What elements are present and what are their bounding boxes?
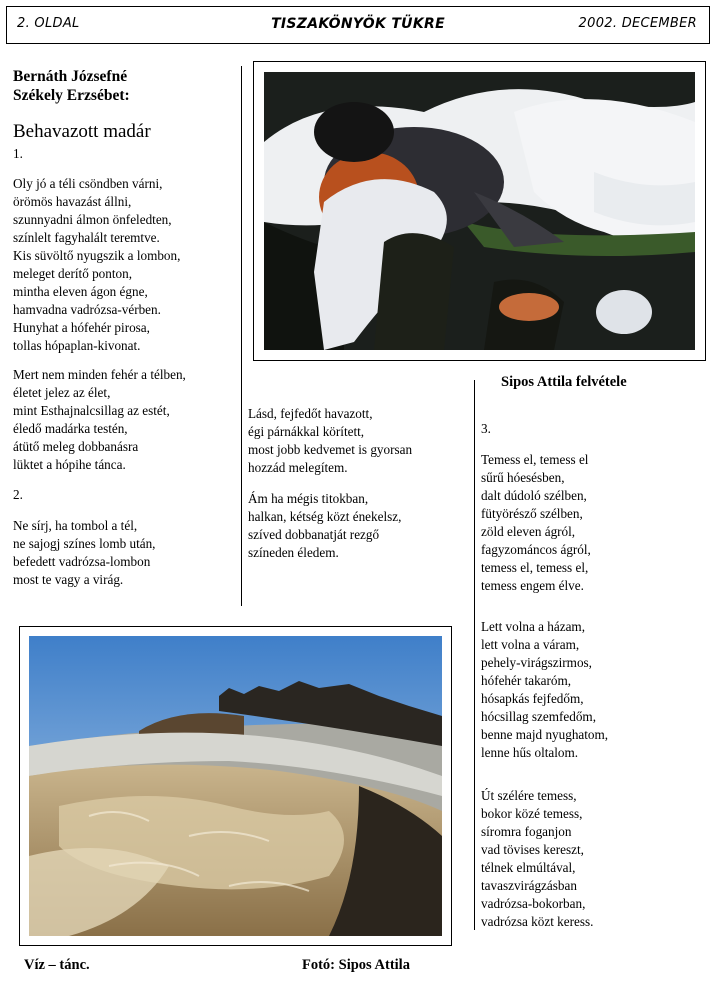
page-header [6, 6, 710, 44]
bird-photo-frame [253, 61, 706, 361]
publication-title: TISZAKÖNYÖK TÜKRE [271, 16, 445, 32]
poem-line: fagyzománcos ágról, [481, 542, 591, 557]
part-number-3: 3. [481, 421, 491, 436]
poem-line: Lásd, fejfedőt havazott, [248, 406, 373, 421]
poem-line: örömös havazást állni, [13, 194, 132, 209]
poem-line: dalt dúdoló szélben, [481, 488, 587, 503]
poem-line: hósapkás fejfedőm, [481, 691, 584, 706]
poem-line: hófehér takaróm, [481, 673, 572, 688]
flood-water-photo [29, 636, 442, 936]
poem-line: égi párnákkal körített, [248, 424, 365, 439]
poem-line: benne majd nyughatom, [481, 727, 609, 742]
poem-line: Oly jó a téli csöndben várni, [13, 176, 163, 191]
stanza-6 [481, 451, 591, 595]
stanza-3 [13, 517, 155, 589]
poem-line: életet jelez az élet, [13, 385, 111, 400]
poem-line: télnek elmúltával, [481, 860, 576, 875]
snow-covered-bird-photo [264, 72, 695, 350]
poem-line: pehely-virágszirmos, [481, 655, 592, 670]
poem-line: színlelt fagyhalált teremtve. [13, 230, 160, 245]
poem-line: most te vagy a virág. [13, 572, 124, 587]
poem-line: átütő meleg dobbanásra [13, 439, 139, 454]
part-number-1: 1. [13, 146, 23, 161]
poem-title: Behavazott madár [13, 121, 151, 142]
stanza-5 [248, 490, 401, 562]
stanza-4 [248, 405, 412, 477]
part-number-2: 2. [13, 487, 23, 502]
poem-line: Kis süvöltő nyugszik a lombon, [13, 248, 181, 263]
poem-line: Út szélére temess, [481, 788, 577, 803]
poem-line: Ám ha mégis titokban, [248, 491, 369, 506]
page-number: 2. OLDAL [17, 16, 80, 31]
poem-line: meleget derítő ponton, [13, 266, 133, 281]
poem-line: hozzád melegítem. [248, 460, 348, 475]
column-divider-left [241, 66, 242, 606]
poem-line: temess engem élve. [481, 578, 584, 593]
water-photo-title: Víz – tánc. [24, 957, 90, 973]
stanza-7 [481, 618, 608, 762]
poem-line: tollas hópaplan-kivonat. [13, 338, 141, 353]
issue-date: 2002. DECEMBER [578, 16, 697, 31]
poem-line: tavaszvirágzásban [481, 878, 577, 893]
poem-line: szunnyadni álmon önfeledten, [13, 212, 172, 227]
poem-line: szíved dobbanatját rezgő [248, 527, 380, 542]
column-divider-right [474, 380, 475, 930]
poem-line: lenne hűs oltalom. [481, 745, 579, 760]
author-line-1: Bernáth Józsefné [13, 68, 128, 85]
poem-line: ne sajogj színes lomb után, [13, 536, 156, 551]
stanza-1 [13, 175, 180, 355]
stanza-8 [481, 787, 593, 931]
poem-line: Ne sírj, ha tombol a tél, [13, 518, 138, 533]
poem-line: vadrózsa közt keress. [481, 914, 594, 929]
bird-photo-credit: Sipos Attila felvétele [501, 374, 627, 390]
poem-line: vad tövises kereszt, [481, 842, 584, 857]
poem-line: mintha eleven ágon égne, [13, 284, 148, 299]
poem-line: sűrű hóesésben, [481, 470, 565, 485]
poem-line: Mert nem minden fehér a télben, [13, 367, 186, 382]
poem-line: Hunyhat a hófehér pirosa, [13, 320, 150, 335]
poem-line: halkan, kétség közt énekelsz, [248, 509, 402, 524]
poem-author [13, 67, 130, 105]
poem-line: lüktet a hópihe tánca. [13, 457, 126, 472]
poem-line: éledő madárka testén, [13, 421, 128, 436]
water-photo-frame [19, 626, 452, 946]
poem-line: hamvadna vadrózsa-vérben. [13, 302, 161, 317]
poem-line: színeden éledem. [248, 545, 339, 560]
poem-line: fütyörésző szélben, [481, 506, 583, 521]
poem-line: lett volna a váram, [481, 637, 580, 652]
poem-line: bokor közé temess, [481, 806, 583, 821]
poem-line: Temess el, temess el [481, 452, 589, 467]
poem-line: hócsillag szemfedőm, [481, 709, 596, 724]
poem-line: vadrózsa-bokorban, [481, 896, 586, 911]
poem-line: most jobb kedvemet is gyorsan [248, 442, 413, 457]
poem-line: Lett volna a házam, [481, 619, 585, 634]
stanza-2 [13, 366, 186, 474]
poem-line: síromra foganjon [481, 824, 572, 839]
water-photo-credit: Fotó: Sipos Attila [302, 957, 410, 973]
poem-line: zöld eleven ágról, [481, 524, 576, 539]
poem-line: mint Esthajnalcsillag az estét, [13, 403, 170, 418]
poem-line: temess el, temess el, [481, 560, 589, 575]
poem-line: befedett vadrózsa-lombon [13, 554, 151, 569]
author-line-2: Székely Erzsébet: [13, 87, 130, 104]
